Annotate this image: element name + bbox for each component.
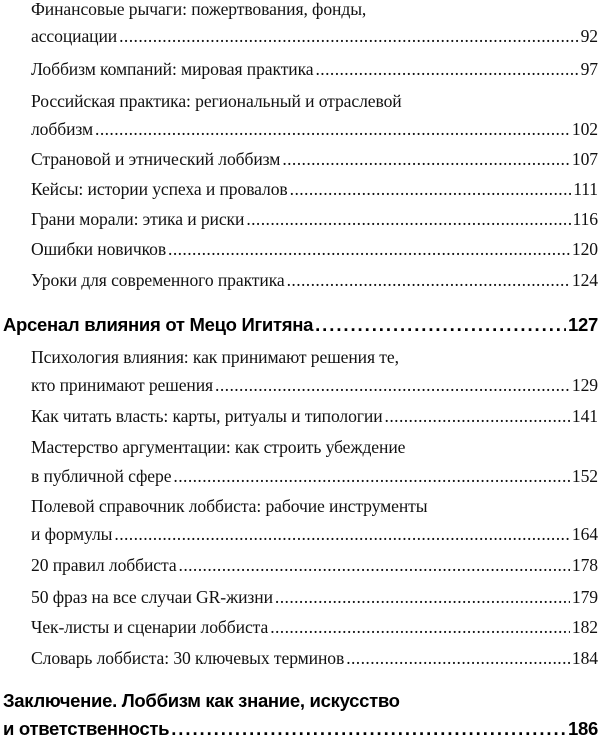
- toc-entry-title-line: лоббизм: [31, 119, 94, 139]
- page-number: 111: [573, 179, 598, 199]
- page-number: 124: [571, 270, 598, 290]
- toc-entry-title-line: Страновой и этнический лоббизм: [31, 149, 281, 169]
- toc-entry-title-line: 20 правил лоббиста: [31, 555, 177, 575]
- toc-entry-last-line: [31, 206, 598, 232]
- page-number: 102: [571, 119, 598, 139]
- toc-entry-last-line: [31, 614, 598, 640]
- toc-entry-last-line: [31, 236, 598, 262]
- dot-leader: [119, 23, 578, 49]
- toc-section-title-line: и ответственность: [3, 718, 170, 739]
- toc-entry-last-line: [31, 463, 598, 489]
- page-number: 178: [571, 555, 598, 575]
- toc-entry-title-line: Мастерство аргументации: как строить убеждение: [31, 437, 406, 457]
- dot-leader: [316, 56, 579, 82]
- toc-entry-title-line: в публичной сфере: [31, 466, 172, 486]
- toc-entry-last-line: [31, 521, 598, 547]
- toc-entry-title-line: Полевой справочник лоббиста: рабочие инструменты: [31, 496, 428, 516]
- page-number: 120: [571, 239, 598, 259]
- toc-entry-title-line: и формулы: [31, 524, 113, 544]
- toc-entry-last-line: [31, 56, 598, 82]
- toc-entry-last-line: [31, 23, 598, 49]
- dot-leader: [287, 267, 570, 293]
- toc-section-title-line: Арсенал влияния от Мецо Игитяна: [3, 314, 314, 335]
- dot-leader: [270, 614, 570, 640]
- toc-entry-title-line: ассоциации: [31, 26, 118, 46]
- dot-leader: [282, 146, 570, 172]
- toc-entry-title-line: 50 фраз на все случаи GR-жизни: [31, 587, 273, 607]
- toc-entry-title-line: Финансовые рычаги: пожертвования, фонды,: [31, 0, 367, 19]
- toc-entry-last-line: [31, 176, 598, 202]
- page-number: 186: [568, 718, 598, 739]
- page-number: 164: [571, 524, 598, 544]
- toc-entry-last-line: [31, 645, 598, 671]
- toc-entry-title-line: Российская практика: региональный и отраслевой: [31, 91, 402, 111]
- page-number: 129: [571, 375, 598, 395]
- page-number: 182: [571, 617, 598, 637]
- page-number: 152: [571, 466, 598, 486]
- toc-entry-last-line: [31, 584, 598, 610]
- toc-entry-title-line: Уроки для современного практика: [31, 270, 285, 290]
- page-number: 179: [571, 587, 598, 607]
- page-number: 141: [571, 406, 598, 426]
- dot-leader: [95, 116, 570, 142]
- toc-entry-last-line: [31, 552, 598, 578]
- toc-entry-last-line: [3, 716, 598, 742]
- page-number: 116: [572, 209, 598, 229]
- dot-leader: [275, 584, 570, 610]
- toc-entry-title-line: Кейсы: истории успеха и провалов: [31, 179, 288, 199]
- dot-leader: [385, 403, 570, 429]
- dot-leader: [315, 312, 566, 338]
- dot-leader: [168, 236, 570, 262]
- toc-entry-title-line: Словарь лоббиста: 30 ключевых терминов: [31, 648, 345, 668]
- toc-entry-title-line: Как читать власть: карты, ритуалы и типологии: [31, 406, 383, 426]
- dot-leader: [173, 463, 569, 489]
- toc-entry-last-line: [31, 372, 598, 398]
- toc-entry-title-line: Чек-листы и сценарии лоббиста: [31, 617, 269, 637]
- dot-leader: [215, 372, 570, 398]
- toc-entry-last-line: [3, 312, 598, 338]
- dot-leader: [290, 176, 572, 202]
- page-number: 107: [571, 149, 598, 169]
- toc-entry-title-line: Ошибки новичков: [31, 239, 167, 259]
- toc-entry-last-line: [31, 267, 598, 293]
- toc-entry-title-line: Лоббизм компаний: мировая практика: [31, 59, 314, 79]
- toc-entry-title-line: Грани морали: этика и риски: [31, 209, 245, 229]
- dot-leader: [179, 552, 570, 578]
- page-number: 97: [580, 59, 598, 79]
- dot-leader: [114, 521, 570, 547]
- toc-entry-last-line: [31, 403, 598, 429]
- toc-section-title-line: Заключение. Лоббизм как знание, искусство: [3, 690, 400, 711]
- dot-leader: [171, 716, 566, 742]
- dot-leader: [246, 206, 570, 232]
- toc-entry-title-line: Психология влияния: как принимают решения те,: [31, 347, 399, 367]
- dot-leader: [346, 645, 570, 671]
- toc-entry-last-line: [31, 116, 598, 142]
- page-number: 184: [571, 648, 598, 668]
- toc-entry-title-line: кто принимают решения: [31, 375, 214, 395]
- toc-entry-last-line: [31, 146, 598, 172]
- page-number: 92: [580, 26, 598, 46]
- page-number: 127: [568, 314, 598, 335]
